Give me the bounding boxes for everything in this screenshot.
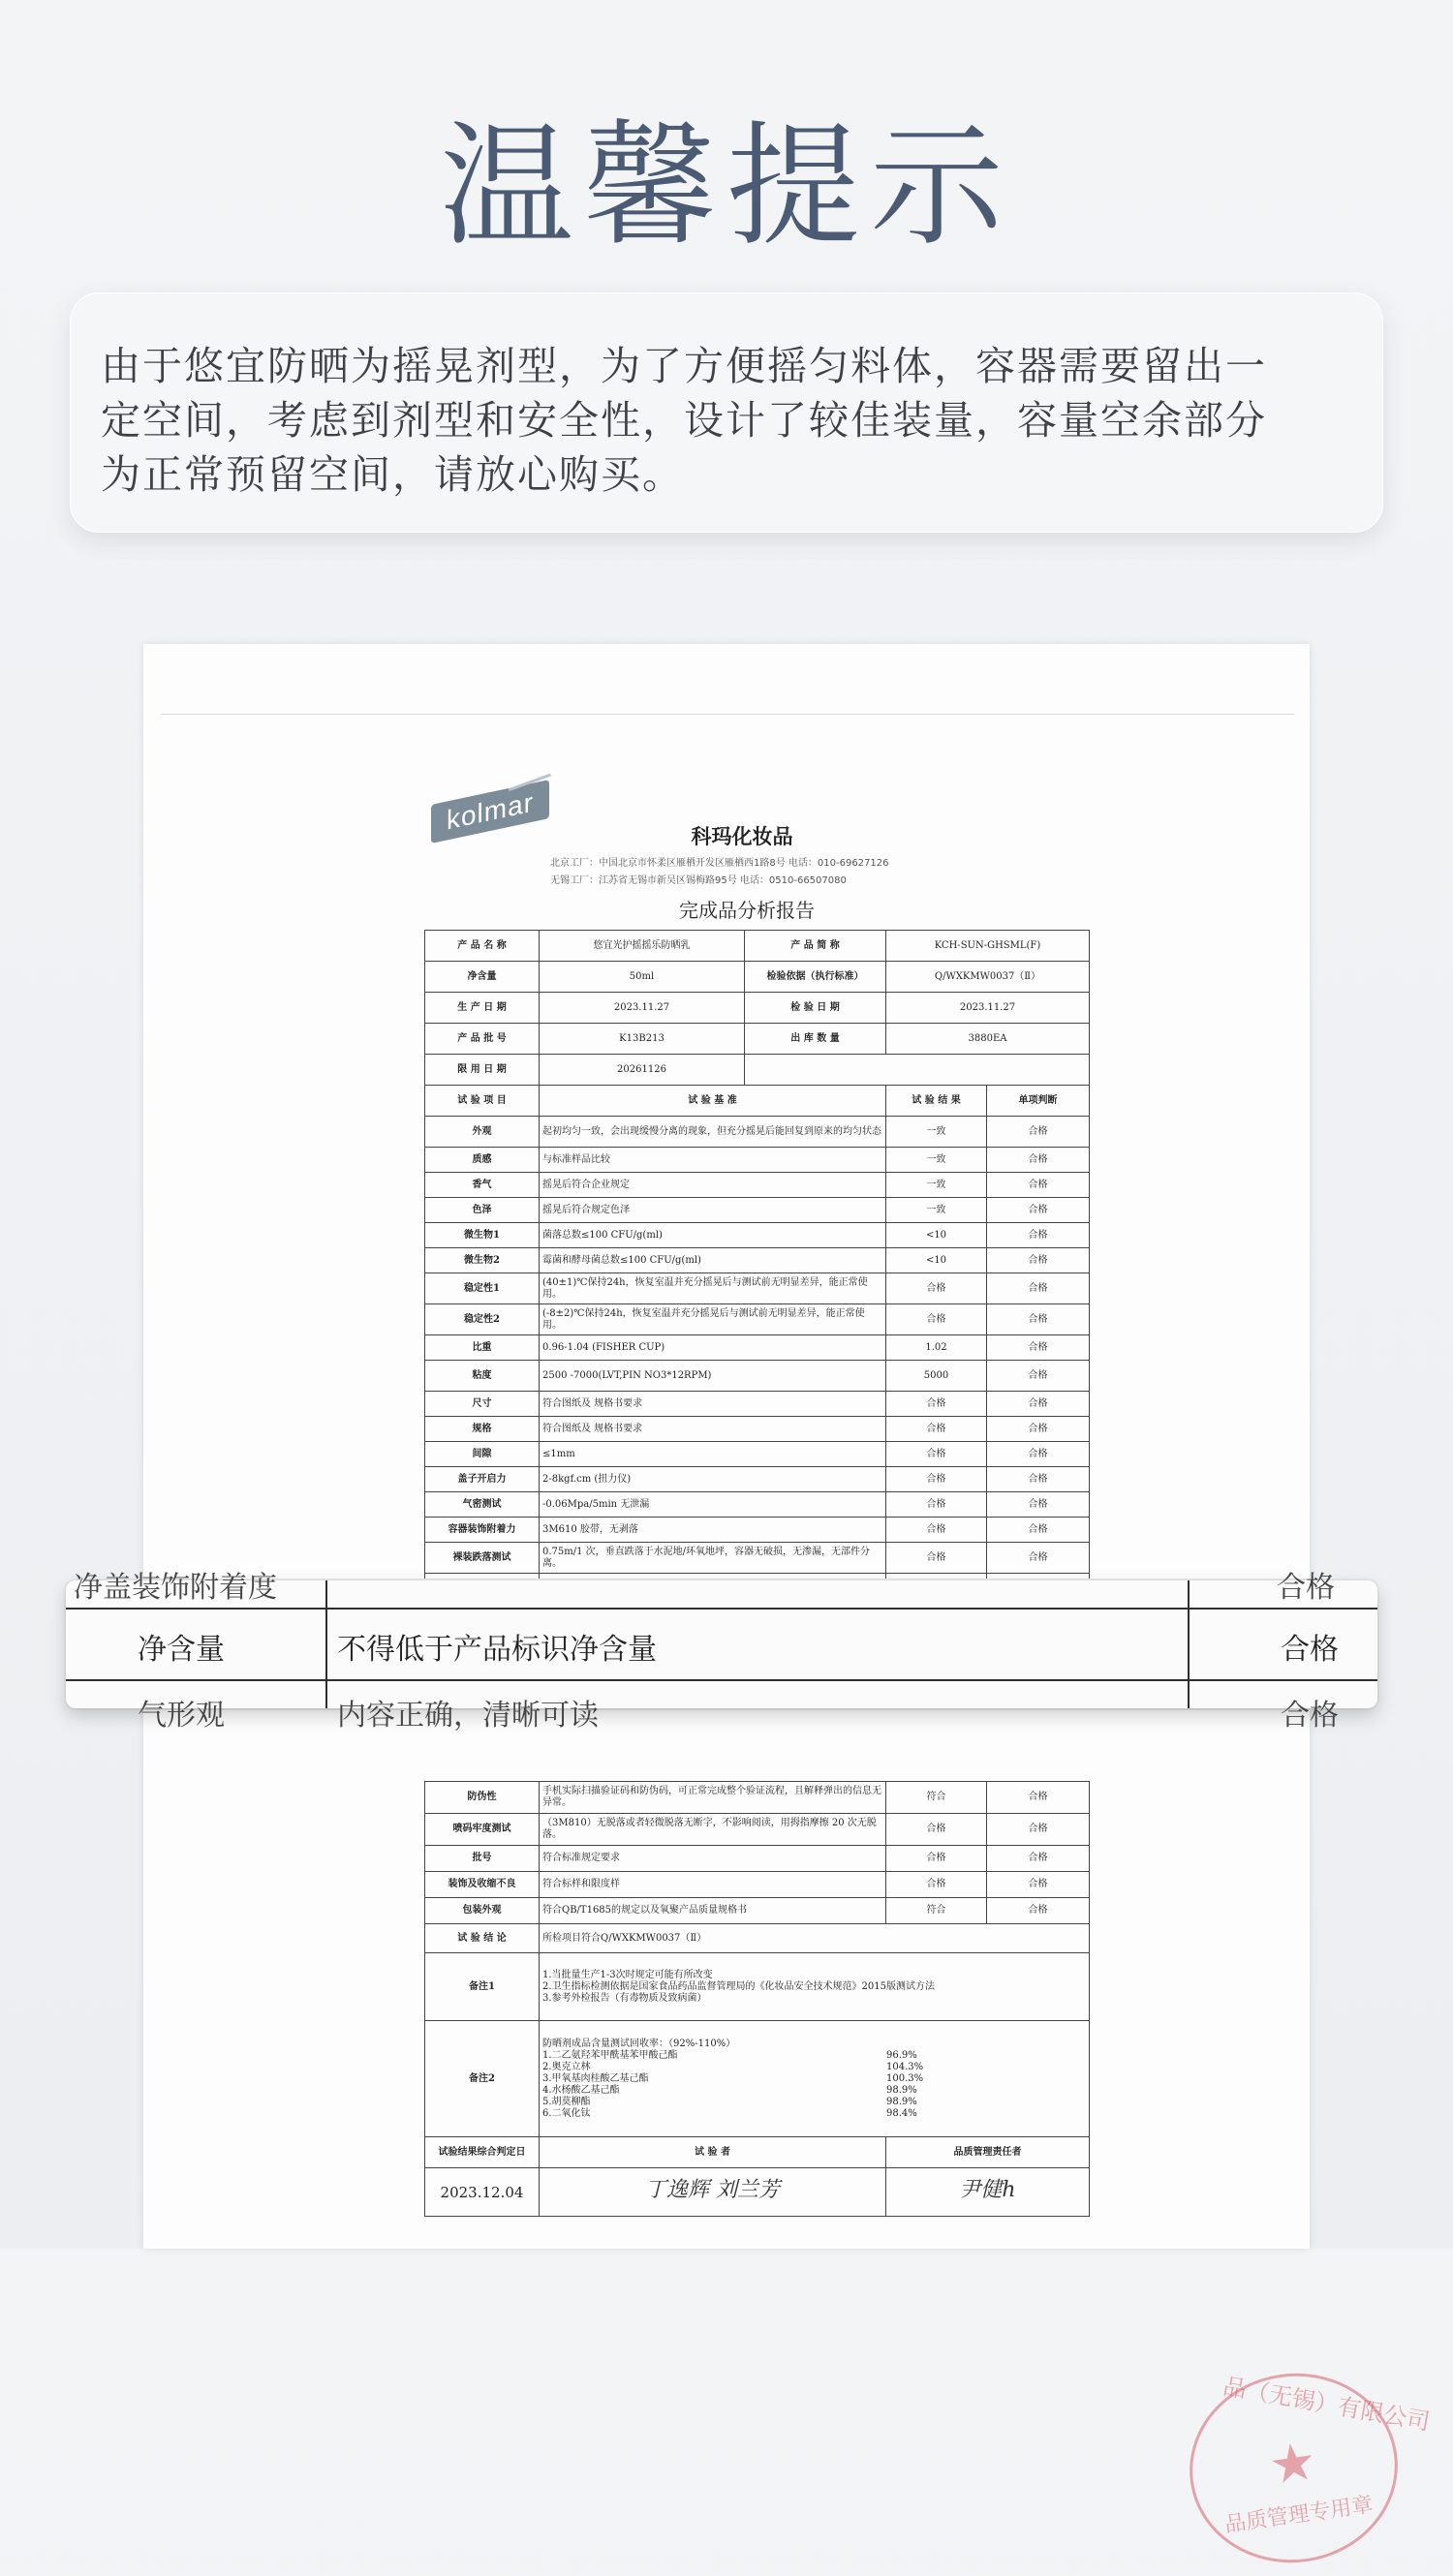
test-row: 色泽 摇晃后符合规定色泽 一致 合格 — [425, 1198, 1090, 1223]
magnifier-result: 合格 — [1281, 1633, 1339, 1667]
report-title: 完成品分析报告 — [679, 899, 815, 922]
test-row: 喷码牢度测试 （3M810）无脱落或者轻微脱落无断字，不影响阅读，用拇指摩擦 20 次无脱落。 合格 合格 — [425, 1814, 1090, 1846]
kolmar-logo: kolmar — [431, 780, 549, 843]
test-row: 稳定性2 (-8±2)℃保持24h，恢复室温并充分摇晃后与测试前无明显差异，能正常使用。 合格 合格 — [425, 1304, 1090, 1335]
test-row: 外观 起初均匀一致，会出现缓慢分离的现象，但充分摇晃后能回复到原来的均匀状态 一致 合格 — [425, 1117, 1090, 1148]
test-row: 裸装跌落测试 0.75m/1 次，垂直跌落于水泥地/环氧地坪，容器无破损，无渗漏，无部件分离。 合格 合格 — [425, 1543, 1090, 1574]
test-row: 气密测试 -0.06Mpa/5min 无泄漏 合格 合格 — [425, 1492, 1090, 1518]
test-row: 批号 符合标准规定要求 合格 合格 — [425, 1846, 1090, 1872]
manager-signature: 尹健h — [959, 2177, 1016, 2202]
test-row: 盖子开启力 2-8kgf.cm (扭力仪) 合格 合格 — [425, 1467, 1090, 1492]
info-row: 生 产 日 期 2023.11.27 检 验 日 期 2023.11.27 — [425, 993, 1090, 1024]
notice-line: 定空间，考虑到剂型和安全性，设计了较佳装量，容量空余部分 — [101, 397, 1267, 444]
test-row: 粘度 2500 -7000(LVT,PIN NO3*12RPM) 5000 合格 — [425, 1361, 1090, 1392]
magnifier-text: 不得低于产品标识净含量 — [337, 1633, 657, 1667]
note2-list — [542, 2050, 1086, 2120]
conclusion-row: 试 验 结 论 所检项目符合Q/WXKMW0037（Ⅱ） — [425, 1924, 1090, 1953]
report-table-bottom — [424, 1781, 1090, 2217]
test-row: 微生物2 霉菌和酵母菌总数≤100 CFU/g(ml) <10 合格 — [425, 1248, 1090, 1273]
magnifier-cut-label: 净盖装饰附着度 — [74, 1571, 277, 1605]
footer-sign-row: 2023.12.04 丁逸辉 刘兰芳 尹健h — [425, 2168, 1090, 2217]
magnifier-cut-result-bottom: 合格 — [1281, 1699, 1339, 1733]
address-wuxi: 无锡工厂：江苏省无锡市新吴区锡梅路95号 电话：0510-66507080 — [550, 875, 847, 886]
note2-row: 备注2 防晒剂成品含量测试回收率：（92%-110%） 1.二乙氨羟苯甲酰基苯甲酸己酯 96.9% 2.奥克立林 104.3% 3.甲氧基肉桂酸乙基己酯 100.3% 4.水杨酸乙基己酯 98.9% 5.胡莫柳酯 98.9% 6.二氧化钛 98.4% — [425, 2021, 1090, 2137]
magnifier-cut-text-bottom: 内容正确，清晰可读 — [337, 1699, 599, 1733]
notice-card — [70, 292, 1383, 533]
note2-item: 3.甲氧基肉桂酸乙基己酯 100.3% — [542, 2072, 924, 2084]
test-row: 容器装饰附着力 3M610 胶带，无剥落 合格 合格 — [425, 1518, 1090, 1543]
test-row: 包装外观 符合QB/T1685的规定以及氧聚产品质量规格书 符合 合格 — [425, 1898, 1090, 1924]
magnifier-cut-result: 合格 — [1277, 1571, 1335, 1605]
note1-row: 备注1 1.当批量生产1-3次时规定可能有所改变 2.卫生指标检测依据是国家食品药品监督管理局的《化妆品安全技术规范》2015版测试方法 3.参考外检报告（有毒物质及致病菌） — [425, 1953, 1090, 2021]
report-table-top — [424, 930, 1090, 1605]
tests-body — [425, 1117, 1090, 1605]
tests2-body — [425, 1782, 1090, 1924]
test-row: 防伪性 手机实际扫描验证码和防伪码，可正常完成整个验证流程，且解释弹出的信息无异常。 符合 合格 — [425, 1782, 1090, 1814]
test-row: 尺寸 符合图纸及 规格书要求 合格 合格 — [425, 1392, 1090, 1417]
notice-line: 为正常预留空间，请放心购买。 — [101, 451, 684, 498]
note2-item: 4.水杨酸乙基己酯 98.9% — [542, 2084, 917, 2096]
report-sheet — [143, 644, 1433, 2538]
magnifier-cut-label-bottom: 气形观 — [138, 1699, 225, 1733]
test-row: 间隙 ≤1mm 合格 合格 — [425, 1442, 1090, 1467]
note2-item: 2.奥克立林 104.3% — [542, 2061, 924, 2072]
test-row: 比重 0.96-1.04 (FISHER CUP) 1.02 合格 — [425, 1335, 1090, 1361]
info-row: 净含量 50ml 检验依据（执行标准） Q/WXKMW0037（Ⅱ） — [425, 962, 1090, 993]
info-row: 产 品 批 号 K13B213 出 库 数 量 3880EA — [425, 1024, 1090, 1055]
company-seal: 品（无锡）有限公司 ★ 品质管理专用章 — [1177, 2360, 1409, 2576]
report-page — [161, 714, 1294, 2224]
tester-signature: 丁逸辉 刘兰芳 — [645, 2177, 780, 2202]
page-title: 温馨提示 — [439, 108, 1013, 264]
test-head-row: 试 验 项 目 试 验 基 准 试 验 结 果 单项判断 — [425, 1086, 1090, 1117]
notice-line: 由于悠宜防晒为摇晃剂型，为了方便摇匀料体，容器需要留出一 — [101, 343, 1267, 389]
star-icon: ★ — [1265, 2430, 1320, 2498]
note2-item: 6.二氧化钛 98.4% — [542, 2107, 917, 2119]
test-row: 香气 摇晃后符合企业规定 一致 合格 — [425, 1173, 1090, 1198]
magnifier-label: 净含量 — [138, 1633, 225, 1667]
note2-item: 5.胡莫柳酯 98.9% — [542, 2096, 917, 2107]
company-name: 科玛化妆品 — [691, 824, 793, 848]
test-row: 规格 符合图纸及 规格书要求 合格 合格 — [425, 1417, 1090, 1442]
info-row: 限 用 日 期 20261126 — [425, 1055, 1090, 1086]
test-row: 稳定性1 (40±1)℃保持24h，恢复室温并充分摇晃后与测试前无明显差异，能正常使用。 合格 合格 — [425, 1273, 1090, 1304]
address-beijing: 北京工厂：中国北京市怀柔区雁栖开发区雁栖西1路8号 电话：010-69627126 — [550, 858, 889, 869]
magnifier-strip — [66, 1571, 1377, 1733]
test-row: 质感 与标准样品比较 一致 合格 — [425, 1148, 1090, 1173]
test-row: 装饰及收缩不良 符合标样和限度样 合格 合格 — [425, 1872, 1090, 1898]
footer-head-row: 试验结果综合判定日 试 验 者 品质管理责任者 — [425, 2137, 1090, 2168]
note2-item: 1.二乙氨羟苯甲酰基苯甲酸己酯 96.9% — [542, 2049, 917, 2061]
test-row: 微生物1 菌落总数≤100 CFU/g(ml) <10 合格 — [425, 1223, 1090, 1248]
info-row: 产 品 名 称 悠宜光护摇摇乐防晒乳 产 品 简 称 KCH-SUN-GHSML(F) — [425, 931, 1090, 962]
